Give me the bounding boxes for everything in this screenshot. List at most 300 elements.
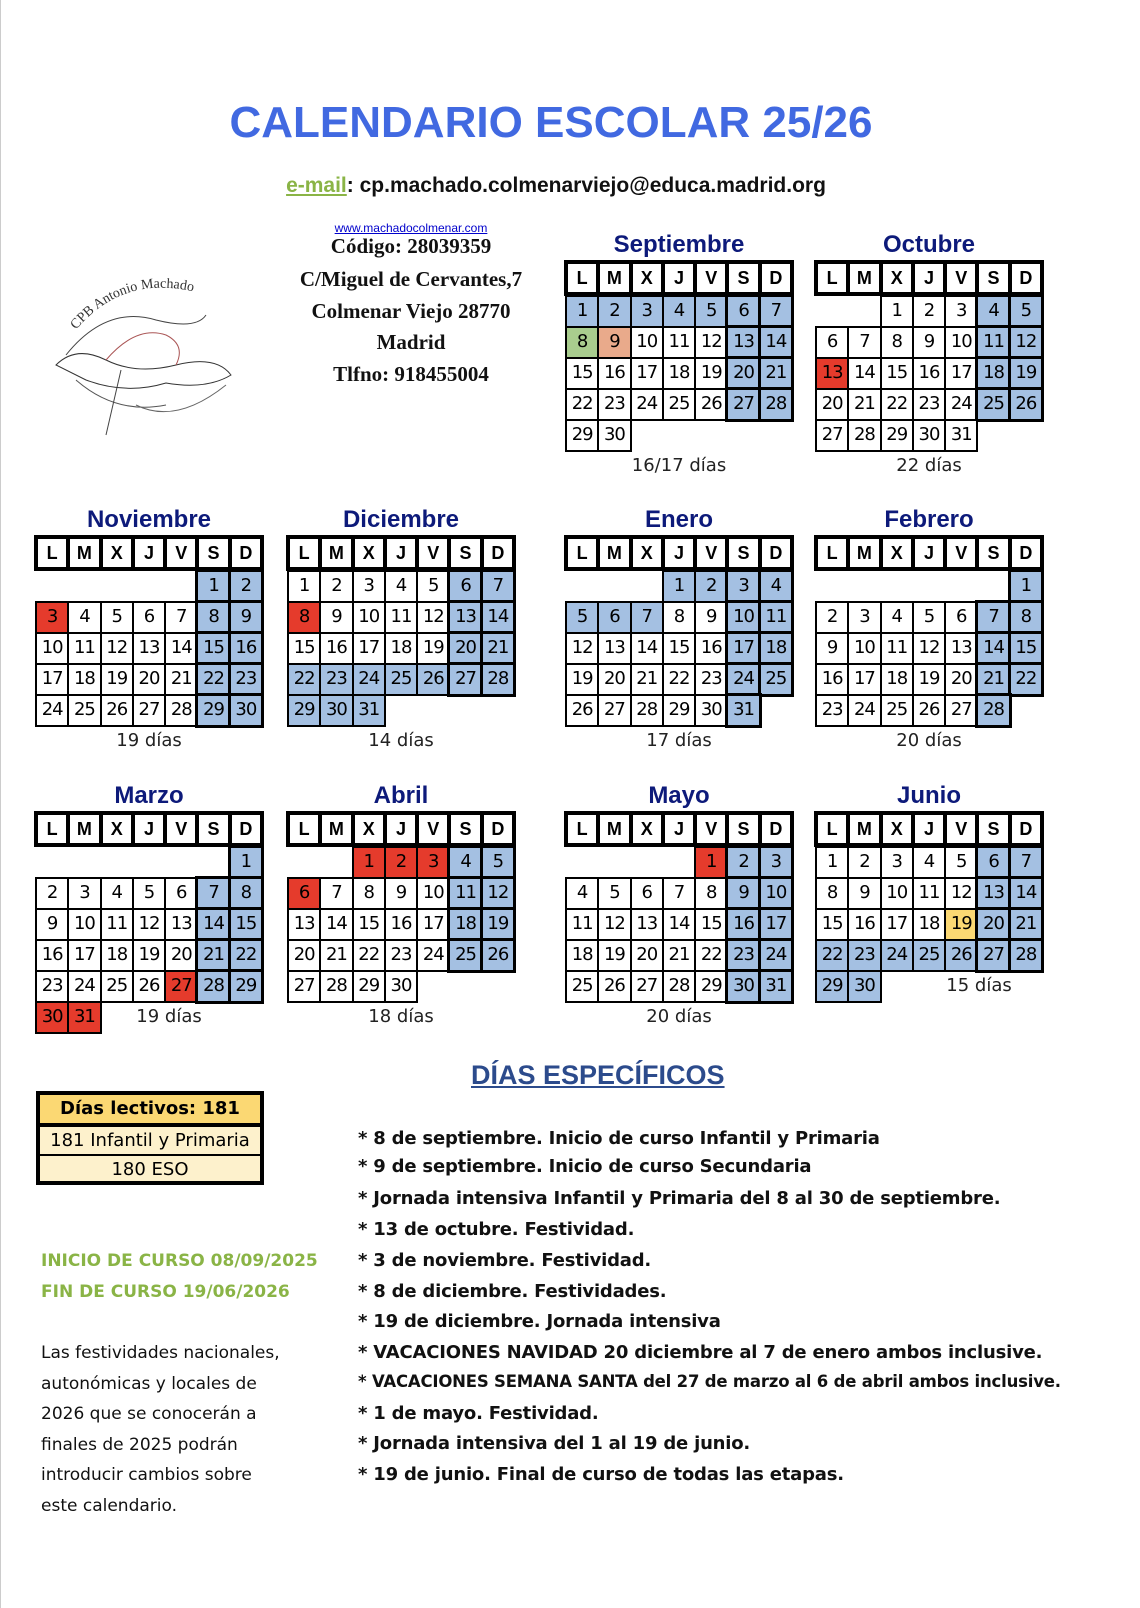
day-cell: 6 <box>727 296 759 327</box>
day-cell: 27 <box>165 971 197 1002</box>
day-cell: 29 <box>197 695 229 726</box>
days-grid <box>564 296 794 451</box>
day-cell: 11 <box>449 878 481 909</box>
day-cell: 4 <box>977 296 1009 327</box>
day-cell: 30 <box>36 1002 68 1033</box>
weekday-label: J <box>665 539 693 567</box>
day-cell: 9 <box>320 602 352 633</box>
day-cell: 14 <box>320 909 352 940</box>
day-cell: 30 <box>320 695 352 726</box>
day-cell: 3 <box>417 847 449 878</box>
day-cell: 23 <box>385 940 417 971</box>
day-cell: 19 <box>1010 358 1042 389</box>
weekday-label: L <box>818 815 846 843</box>
weekday-label: L <box>818 264 846 292</box>
empty-cell <box>68 847 100 878</box>
weekday-label: J <box>915 264 943 292</box>
weekday-label: L <box>568 264 596 292</box>
day-cell: 6 <box>945 602 977 633</box>
day-cell: 30 <box>727 971 759 1002</box>
weekday-label: V <box>697 815 725 843</box>
day-cell: 17 <box>760 909 792 940</box>
day-cell: 4 <box>449 847 481 878</box>
month-name: Abril <box>373 782 429 809</box>
day-cell: 13 <box>631 909 663 940</box>
day-cell: 11 <box>385 602 417 633</box>
weekday-label: J <box>387 815 415 843</box>
day-cell: 7 <box>1010 847 1042 878</box>
day-cell: 25 <box>663 389 695 420</box>
day-cell: 14 <box>760 327 792 358</box>
specific-day-item: * 1 de mayo. Festividad. <box>358 1403 599 1424</box>
day-cell: 19 <box>598 940 630 971</box>
day-cell: 29 <box>881 420 913 451</box>
day-cell: 24 <box>417 940 449 971</box>
weekday-label: J <box>387 539 415 567</box>
day-cell: 12 <box>945 878 977 909</box>
day-cell: 1 <box>816 847 848 878</box>
day-cell: 11 <box>566 909 598 940</box>
day-cell: 10 <box>36 633 68 664</box>
month-name: Mayo <box>648 782 710 809</box>
day-cell: 18 <box>449 909 481 940</box>
month-name: Enero <box>644 506 713 533</box>
weekday-label: M <box>322 539 350 567</box>
day-cell: 12 <box>482 878 514 909</box>
month-name: Febrero <box>884 506 974 533</box>
day-cell: 16 <box>695 633 727 664</box>
weekday-label: D <box>232 815 260 843</box>
weekday-label: S <box>729 539 757 567</box>
day-cell: 20 <box>288 940 320 971</box>
month-mayo <box>564 781 794 1027</box>
month-marzo <box>34 781 264 1027</box>
day-cell: 20 <box>598 664 630 695</box>
day-cell: 22 <box>1010 664 1042 695</box>
day-cell: 29 <box>663 695 695 726</box>
day-cell: 22 <box>566 389 598 420</box>
day-cell: 5 <box>101 602 133 633</box>
days-grid <box>286 847 516 1002</box>
day-cell: 25 <box>101 971 133 1002</box>
day-cell: 29 <box>353 971 385 1002</box>
street-address: C/Miguel de Cervantes,7 <box>299 267 523 291</box>
day-cell: 13 <box>598 633 630 664</box>
day-cell: 27 <box>449 664 481 695</box>
day-cell: 3 <box>881 847 913 878</box>
weekday-label: V <box>947 539 975 567</box>
day-cell: 11 <box>101 909 133 940</box>
email-label-link[interactable]: e-mail <box>286 174 347 197</box>
course-start: INICIO DE CURSO 08/09/2025 <box>41 1251 318 1271</box>
weekday-header <box>286 535 516 571</box>
day-cell: 4 <box>913 847 945 878</box>
weekday-label: V <box>947 264 975 292</box>
weekday-label: X <box>633 264 661 292</box>
day-cell: 13 <box>977 878 1009 909</box>
day-cell: 19 <box>945 909 977 940</box>
day-cell: 26 <box>598 971 630 1002</box>
day-cell: 15 <box>1010 633 1042 664</box>
page-title: CALENDARIO ESCOLAR 25/26 <box>229 98 873 147</box>
day-cell: 12 <box>417 602 449 633</box>
weekday-label: M <box>850 264 878 292</box>
day-cell: 17 <box>353 633 385 664</box>
day-cell: 30 <box>598 420 630 451</box>
day-cell: 26 <box>417 664 449 695</box>
day-cell: 24 <box>848 695 880 726</box>
days-grid <box>564 571 794 726</box>
day-cell: 13 <box>945 633 977 664</box>
specific-day-item: * Jornada intensiva Infantil y Primaria del 8 al 30 de septiembre. <box>358 1188 1001 1209</box>
weekday-label: M <box>850 815 878 843</box>
day-cell: 4 <box>760 571 792 602</box>
day-cell: 28 <box>848 420 880 451</box>
day-cell: 7 <box>631 602 663 633</box>
website-link[interactable]: www.machadocolmenar.com <box>334 221 488 235</box>
empty-cell <box>288 847 320 878</box>
empty-cell <box>913 571 945 602</box>
day-cell: 3 <box>631 296 663 327</box>
day-cell: 24 <box>945 389 977 420</box>
day-cell: 8 <box>197 602 229 633</box>
day-cell: 15 <box>695 909 727 940</box>
day-cell: 26 <box>133 971 165 1002</box>
day-cell: 26 <box>695 389 727 420</box>
day-cell: 1 <box>566 296 598 327</box>
day-cell: 6 <box>165 878 197 909</box>
day-cell: 21 <box>482 633 514 664</box>
day-cell: 28 <box>1010 940 1042 971</box>
day-cell: 3 <box>727 571 759 602</box>
day-cell: 16 <box>848 909 880 940</box>
empty-cell <box>631 571 663 602</box>
empty-cell <box>598 571 630 602</box>
empty-cell <box>165 847 197 878</box>
weekday-label: M <box>600 815 628 843</box>
summary-header: Días lectivos: 181 <box>40 1095 260 1123</box>
specific-day-item: * 3 de noviembre. Festividad. <box>358 1250 652 1271</box>
day-cell: 22 <box>816 940 848 971</box>
weekday-label: S <box>199 539 227 567</box>
weekday-label: S <box>729 264 757 292</box>
day-cell: 13 <box>165 909 197 940</box>
days-grid <box>564 847 794 1002</box>
specific-day-item: * VACACIONES NAVIDAD 20 diciembre al 7 de enero ambos inclusive. <box>358 1342 1043 1363</box>
day-cell: 11 <box>68 633 100 664</box>
day-cell: 6 <box>977 847 1009 878</box>
weekday-label: S <box>729 815 757 843</box>
day-cell: 5 <box>1010 296 1042 327</box>
day-cell: 6 <box>631 878 663 909</box>
day-cell: 15 <box>230 909 262 940</box>
note-line: este calendario. <box>41 1495 177 1516</box>
weekday-label: L <box>290 539 318 567</box>
day-cell: 21 <box>197 940 229 971</box>
day-cell: 23 <box>598 389 630 420</box>
day-cell: 11 <box>913 878 945 909</box>
day-cell: 17 <box>68 940 100 971</box>
day-cell: 6 <box>288 878 320 909</box>
day-cell: 5 <box>598 878 630 909</box>
weekday-header <box>564 811 794 847</box>
day-cell: 28 <box>165 695 197 726</box>
day-cell: 1 <box>1010 571 1042 602</box>
day-cell: 10 <box>848 633 880 664</box>
weekday-label: J <box>665 264 693 292</box>
day-cell: 6 <box>449 571 481 602</box>
day-cell: 30 <box>385 971 417 1002</box>
weekday-label: L <box>568 815 596 843</box>
empty-cell <box>848 296 880 327</box>
empty-cell <box>566 571 598 602</box>
day-cell: 19 <box>101 664 133 695</box>
day-cell: 8 <box>566 327 598 358</box>
day-cell: 31 <box>945 420 977 451</box>
specific-days-title: DÍAS ESPECÍFICOS <box>471 1060 725 1090</box>
weekday-label: D <box>232 539 260 567</box>
weekday-label: L <box>38 815 66 843</box>
day-cell: 6 <box>816 327 848 358</box>
day-cell: 8 <box>230 878 262 909</box>
days-grid <box>34 571 264 726</box>
weekday-label: D <box>762 264 790 292</box>
day-cell: 28 <box>482 664 514 695</box>
weekday-header <box>564 260 794 296</box>
day-cell: 17 <box>417 909 449 940</box>
day-cell: 26 <box>566 695 598 726</box>
day-cell: 1 <box>288 571 320 602</box>
day-cell: 18 <box>881 664 913 695</box>
day-cell: 31 <box>353 695 385 726</box>
weekday-label: X <box>355 539 383 567</box>
month-name: Diciembre <box>342 506 460 533</box>
day-cell: 22 <box>695 940 727 971</box>
school-days-count: 19 días <box>136 1006 202 1027</box>
specific-day-item: * 13 de octubre. Festividad. <box>358 1219 635 1240</box>
day-cell: 10 <box>353 602 385 633</box>
school-days-count: 16/17 días <box>631 455 727 476</box>
day-cell: 12 <box>101 633 133 664</box>
weekday-header <box>814 535 1044 571</box>
weekday-label: J <box>915 815 943 843</box>
day-cell: 5 <box>695 296 727 327</box>
day-cell: 15 <box>353 909 385 940</box>
weekday-label: D <box>484 539 512 567</box>
course-end: FIN DE CURSO 19/06/2026 <box>41 1282 290 1302</box>
day-cell: 25 <box>977 389 1009 420</box>
weekday-label: M <box>70 539 98 567</box>
day-cell: 13 <box>133 633 165 664</box>
weekday-label: S <box>451 539 479 567</box>
day-cell: 9 <box>816 633 848 664</box>
empty-cell <box>36 571 68 602</box>
day-cell: 28 <box>663 971 695 1002</box>
weekday-label: L <box>38 539 66 567</box>
weekday-header <box>34 535 264 571</box>
day-cell: 3 <box>760 847 792 878</box>
day-cell: 6 <box>133 602 165 633</box>
day-cell: 10 <box>727 602 759 633</box>
day-cell: 7 <box>197 878 229 909</box>
day-cell: 20 <box>727 358 759 389</box>
day-cell: 7 <box>663 878 695 909</box>
weekday-label: M <box>600 264 628 292</box>
day-cell: 20 <box>449 633 481 664</box>
month-noviembre <box>34 505 264 751</box>
day-cell: 22 <box>230 940 262 971</box>
day-cell: 24 <box>881 940 913 971</box>
day-cell: 19 <box>133 940 165 971</box>
day-cell: 21 <box>320 940 352 971</box>
day-cell: 5 <box>133 878 165 909</box>
specific-day-item: * 8 de diciembre. Festividades. <box>358 1281 667 1302</box>
weekday-label: V <box>167 539 195 567</box>
day-cell: 25 <box>566 971 598 1002</box>
day-cell: 17 <box>945 358 977 389</box>
month-diciembre <box>286 505 516 751</box>
day-cell: 9 <box>695 602 727 633</box>
weekday-label: D <box>1012 539 1040 567</box>
day-cell: 2 <box>727 847 759 878</box>
specific-day-item: * 9 de septiembre. Inicio de curso Secundaria <box>358 1156 812 1177</box>
weekday-label: V <box>419 539 447 567</box>
day-cell: 30 <box>695 695 727 726</box>
day-cell: 18 <box>663 358 695 389</box>
day-cell: 18 <box>977 358 1009 389</box>
weekday-label: X <box>355 815 383 843</box>
empty-cell <box>320 847 352 878</box>
day-cell: 6 <box>598 602 630 633</box>
month-septiembre <box>564 230 794 476</box>
day-cell: 22 <box>663 664 695 695</box>
day-cell: 18 <box>101 940 133 971</box>
phone: Tlfno: 918455004 <box>333 362 489 386</box>
day-cell: 1 <box>695 847 727 878</box>
day-cell: 22 <box>881 389 913 420</box>
day-cell: 19 <box>913 664 945 695</box>
day-cell: 20 <box>165 940 197 971</box>
day-cell: 10 <box>945 327 977 358</box>
day-cell: 24 <box>631 389 663 420</box>
day-cell: 13 <box>816 358 848 389</box>
school-days-count: 22 días <box>896 455 962 476</box>
day-cell: 12 <box>695 327 727 358</box>
day-cell: 5 <box>566 602 598 633</box>
day-cell: 16 <box>385 909 417 940</box>
note-line: 2026 que se conocerán a <box>41 1404 257 1425</box>
day-cell: 3 <box>848 602 880 633</box>
email-address: cp.machado.colmenarviejo@educa.madrid.org <box>353 174 826 197</box>
days-grid <box>814 571 1044 726</box>
empty-cell <box>68 571 100 602</box>
day-cell: 9 <box>727 878 759 909</box>
weekday-label: X <box>883 815 911 843</box>
weekday-header <box>564 535 794 571</box>
day-cell: 20 <box>816 389 848 420</box>
day-cell: 15 <box>881 358 913 389</box>
weekday-label: J <box>135 815 163 843</box>
month-name: Septiembre <box>613 231 745 258</box>
school-days-count: 17 días <box>646 730 712 751</box>
day-cell: 5 <box>945 847 977 878</box>
empty-cell <box>881 571 913 602</box>
day-cell: 23 <box>727 940 759 971</box>
day-cell: 22 <box>288 664 320 695</box>
day-cell: 24 <box>727 664 759 695</box>
weekday-label: L <box>568 539 596 567</box>
weekday-header <box>286 811 516 847</box>
day-cell: 13 <box>288 909 320 940</box>
day-cell: 2 <box>385 847 417 878</box>
day-cell: 2 <box>320 571 352 602</box>
weekday-label: M <box>70 815 98 843</box>
day-cell: 27 <box>288 971 320 1002</box>
day-cell: 8 <box>1010 602 1042 633</box>
month-abril <box>286 781 516 1027</box>
day-cell: 8 <box>288 602 320 633</box>
empty-cell <box>598 847 630 878</box>
day-cell: 27 <box>977 940 1009 971</box>
day-cell: 25 <box>913 940 945 971</box>
day-cell: 17 <box>881 909 913 940</box>
weekday-label: X <box>883 264 911 292</box>
day-cell: 29 <box>695 971 727 1002</box>
day-cell: 11 <box>760 602 792 633</box>
weekday-label: V <box>419 815 447 843</box>
day-cell: 20 <box>977 909 1009 940</box>
day-cell: 18 <box>913 909 945 940</box>
day-cell: 13 <box>449 602 481 633</box>
day-cell: 27 <box>945 695 977 726</box>
day-cell: 18 <box>760 633 792 664</box>
month-octubre <box>814 230 1044 476</box>
empty-cell <box>197 847 229 878</box>
day-cell: 9 <box>598 327 630 358</box>
weekday-label: M <box>850 539 878 567</box>
day-cell: 26 <box>1010 389 1042 420</box>
day-cell: 7 <box>165 602 197 633</box>
day-cell: 11 <box>977 327 1009 358</box>
day-cell: 17 <box>36 664 68 695</box>
day-cell: 2 <box>230 571 262 602</box>
day-cell: 25 <box>881 695 913 726</box>
day-cell: 10 <box>760 878 792 909</box>
day-cell: 25 <box>385 664 417 695</box>
day-cell: 19 <box>566 664 598 695</box>
day-cell: 9 <box>36 909 68 940</box>
month-febrero <box>814 505 1044 751</box>
day-cell: 1 <box>881 296 913 327</box>
day-cell: 28 <box>977 695 1009 726</box>
day-cell: 7 <box>848 327 880 358</box>
weekday-label: M <box>600 539 628 567</box>
email-sep: : <box>346 174 354 197</box>
day-cell: 29 <box>230 971 262 1002</box>
empty-cell <box>663 847 695 878</box>
note-line: Las festividades nacionales, <box>41 1343 280 1363</box>
day-cell: 15 <box>566 358 598 389</box>
day-cell: 3 <box>68 878 100 909</box>
day-cell: 17 <box>727 633 759 664</box>
empty-cell <box>945 571 977 602</box>
specific-day-item: * VACACIONES SEMANA SANTA del 27 de marzo al 6 de abril ambos inclusive. <box>358 1372 1061 1391</box>
day-cell: 31 <box>727 695 759 726</box>
day-cell: 21 <box>631 664 663 695</box>
day-cell: 10 <box>881 878 913 909</box>
empty-cell <box>848 571 880 602</box>
weekday-label: D <box>1012 815 1040 843</box>
